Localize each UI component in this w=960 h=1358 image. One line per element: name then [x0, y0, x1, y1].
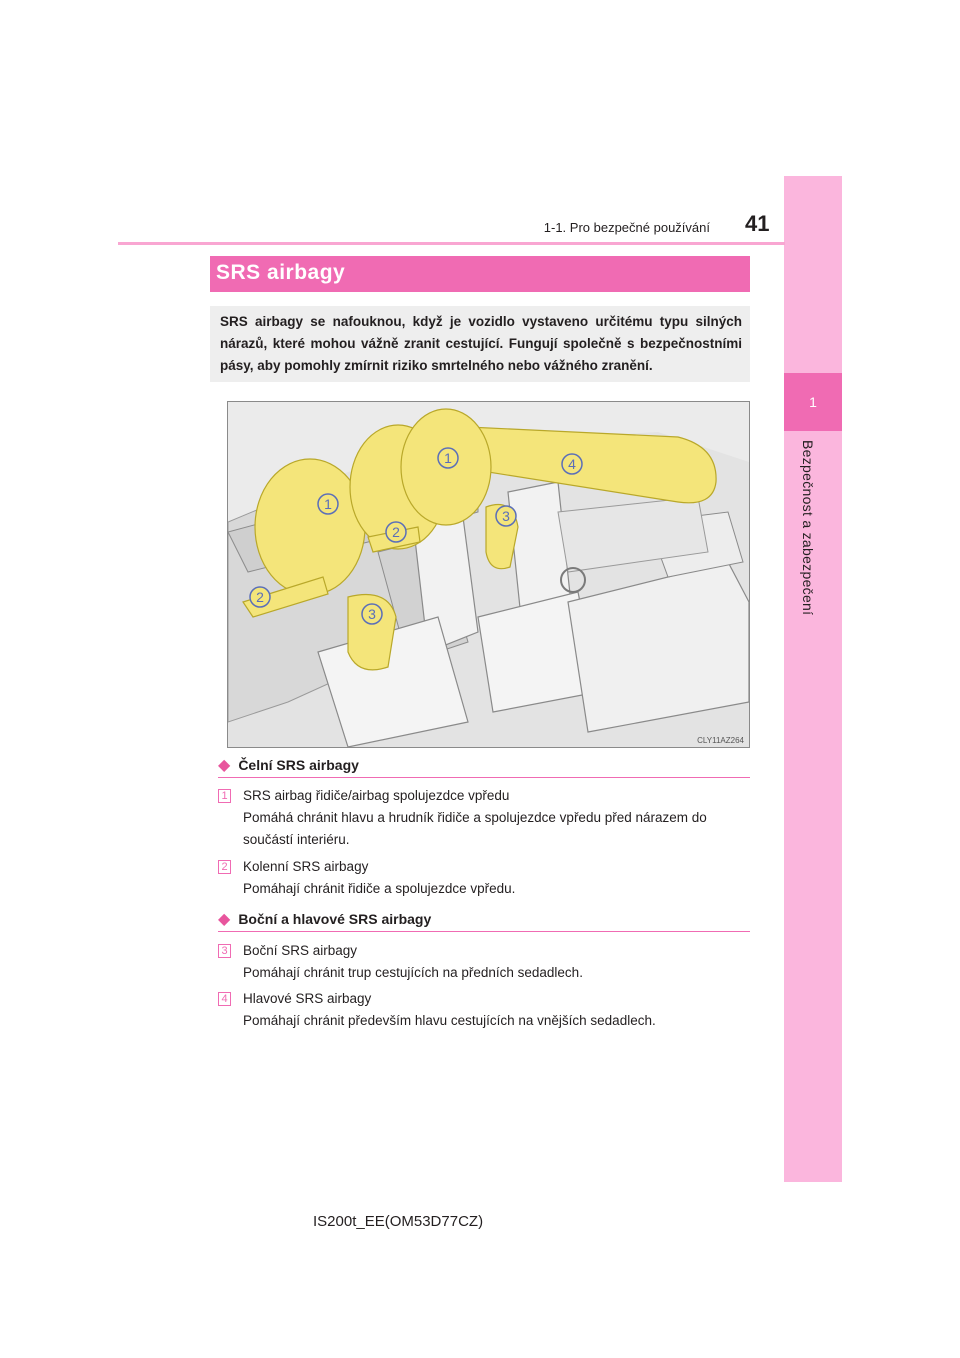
car-interior-drawing — [228, 402, 749, 747]
group-heading-frontal — [218, 755, 359, 775]
page-number: 41 — [745, 211, 770, 236]
item-title: Hlavové SRS airbagy — [243, 991, 372, 1006]
callout-3a: 3 — [502, 508, 510, 524]
item-number-badge: 3 — [218, 944, 231, 958]
list-item — [243, 940, 748, 984]
item-description: Pomáhají chránit trup cestujících na předních sedadlech. — [243, 965, 583, 980]
item-number-badge: 4 — [218, 992, 231, 1006]
item-description: Pomáhají chránit řidiče a spolujezdce vpředu. — [243, 881, 516, 896]
chapter-number: 1 — [784, 373, 842, 431]
callout-4: 4 — [568, 456, 576, 472]
item-title: Kolenní SRS airbagy — [243, 859, 369, 874]
list-item — [243, 988, 748, 1032]
group-heading-rule — [218, 931, 750, 932]
footer-model-code: IS200t_EE(OM53D77CZ) — [313, 1213, 484, 1230]
callout-1b: 1 — [444, 450, 452, 466]
callout-3b: 3 — [368, 606, 376, 622]
airbag-illustration — [227, 401, 750, 748]
header-section-title: 1-1. Pro bezpečné používání — [543, 220, 710, 235]
illustration-code: CLY11AZ264 — [697, 736, 744, 745]
diamond-bullet-icon: ◆ — [218, 757, 231, 774]
callout-1a: 1 — [324, 496, 332, 512]
item-number-badge: 1 — [218, 789, 231, 803]
chapter-label: Bezpečnost a zabezpečení — [800, 440, 816, 616]
callout-2b: 2 — [256, 589, 264, 605]
item-title: Boční SRS airbagy — [243, 943, 358, 958]
callout-2a: 2 — [392, 524, 400, 540]
group-heading-side — [218, 909, 431, 929]
item-description: Pomáhají chránit především hlavu cestujících na vnějších sedadlech. — [243, 1013, 656, 1028]
section-title: SRS airbagy — [216, 261, 346, 284]
diamond-bullet-icon: ◆ — [218, 911, 231, 928]
group-heading-text: Čelní SRS airbagy — [238, 757, 359, 773]
group-heading-text: Boční a hlavové SRS airbagy — [238, 911, 432, 927]
group-heading-rule — [218, 777, 750, 778]
intro-text: SRS airbagy se nafouknou, když je vozidlo vystaveno určitému typu silných nárazů, které mohou vážně zranit cestující. Fungují společně s bezpečnostními pásy, aby pomohly zmírnit riziko smrtelného nebo vážného zranění. — [220, 314, 742, 373]
chapter-side-tab — [784, 176, 842, 1182]
item-description: Pomáhá chránit hlavu a hrudník řidiče a spolujezdce vpředu před nárazem do součástí interiéru. — [243, 810, 707, 847]
header-divider — [118, 242, 785, 245]
list-item — [243, 856, 748, 900]
item-number-badge: 2 — [218, 860, 231, 874]
list-item — [243, 785, 748, 851]
item-title: SRS airbag řidiče/airbag spolujezdce vpředu — [243, 788, 510, 803]
